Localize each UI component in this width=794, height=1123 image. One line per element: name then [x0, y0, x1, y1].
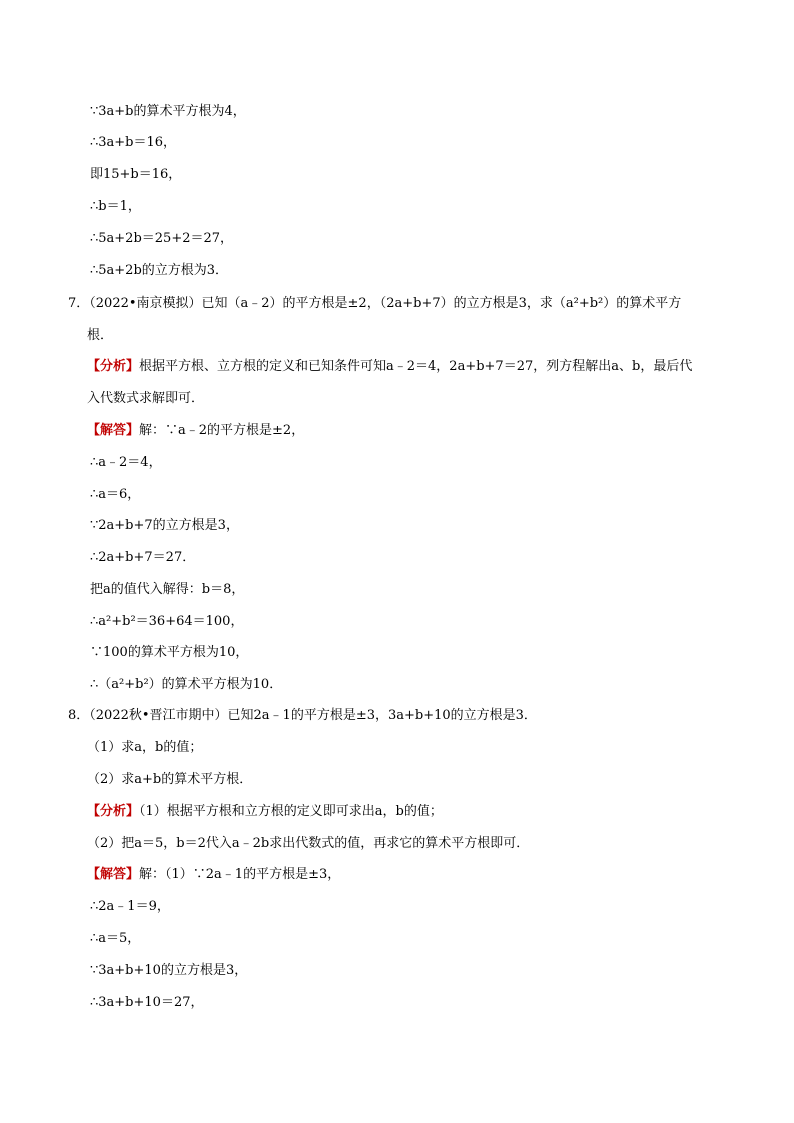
answer-step: ∴2a﹣1＝9， [90, 899, 170, 914]
question-7-analysis [87, 359, 692, 375]
answer-step: ∵3a+b+10的立方根是3， [90, 963, 248, 978]
analysis-text-cont: 入代数式求解即可． [87, 391, 205, 406]
question-8-answer [87, 867, 340, 883]
analysis-text-cont: （2）把a＝5，b＝2代入a﹣2b求出代数式的值，再求它的算术平方根即可． [87, 836, 530, 851]
answer-text: 解：∵a﹣2的平方根是±2， [139, 423, 305, 438]
question-7-stem: 7．（2022•南京模拟）已知（a﹣2）的平方根是±2，（2a+b+7）的立方根是3，求（a²+b²）的算术平方 [68, 296, 682, 311]
text-line: 即15+b＝16， [90, 167, 182, 182]
question-8-sub-2: （2）求a+b的算术平方根． [87, 772, 253, 787]
answer-tag: 【解答】 [87, 867, 140, 882]
answer-step: ∴3a+b+10＝27， [90, 995, 204, 1010]
question-8-sub-1: （1）求a，b的值； [87, 740, 203, 755]
answer-step: ∴a﹣2＝4， [90, 455, 162, 470]
text-line: ∴5a+2b的立方根为3． [90, 263, 229, 278]
analysis-text: 根据平方根、立方根的定义和已知条件可知a﹣2＝4，2a+b+7＝27，列方程解出a、b，最后代 [139, 359, 693, 374]
answer-step: ∴a²+b²＝36+64＝100， [90, 614, 244, 629]
analysis-text: （1）根据平方根和立方根的定义即可求出a，b的值； [139, 804, 443, 819]
question-7-stem-cont: 根． [87, 328, 114, 343]
answer-tag: 【解答】 [87, 423, 140, 438]
question-7-answer [87, 423, 304, 439]
analysis-tag: 【分析】 [87, 804, 140, 819]
answer-step: ∵2a+b+7的立方根是3， [90, 518, 239, 533]
question-8-stem: 8．（2022秋•晋江市期中）已知2a﹣1的平方根是±3，3a+b+10的立方根是3． [68, 708, 537, 723]
text-line: ∴b＝1， [90, 199, 141, 214]
text-line: ∴3a+b＝16， [90, 135, 177, 150]
answer-text: 解：（1）∵2a﹣1的平方根是±3， [139, 867, 341, 882]
text-line: ∵3a+b的算术平方根为4， [90, 104, 246, 119]
answer-step: ∴a＝5， [90, 931, 141, 946]
answer-step: ∴（a²+b²）的算术平方根为10． [90, 677, 283, 692]
text-line: ∴5a+2b＝25+2＝27， [90, 231, 234, 246]
answer-step: ∴2a+b+7＝27． [90, 550, 196, 565]
answer-step: ∴a＝6， [90, 487, 141, 502]
question-8-analysis [87, 804, 443, 820]
analysis-tag: 【分析】 [87, 359, 140, 374]
answer-step: 把a的值代入解得：b＝8， [90, 582, 245, 597]
answer-step: ∵100的算术平方根为10， [90, 645, 249, 660]
